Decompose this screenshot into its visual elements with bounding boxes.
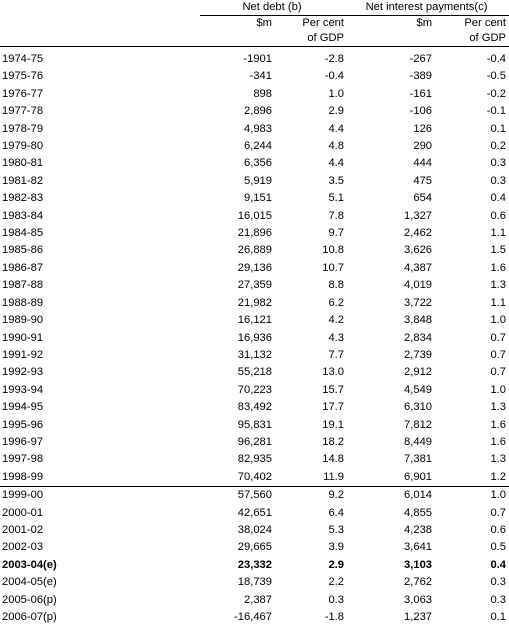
net-interest-pct-cell: 1.3 [490, 401, 507, 414]
year-cell: 2002-03 [2, 541, 44, 554]
table-row [0, 347, 509, 364]
year-cell: 1974-75 [2, 53, 44, 65]
net-interest-pct-cell: 0.2 [490, 140, 507, 153]
net-interest-m-cell: 2,462 [404, 227, 433, 240]
net-interest-m-cell: 290 [413, 140, 433, 153]
net-debt-m-cell: 27,359 [237, 279, 272, 292]
net-debt-m-cell: 6,244 [244, 140, 272, 153]
net-interest-m-cell: 3,063 [404, 593, 433, 606]
year-cell: 1996-97 [2, 435, 44, 448]
year-cell: 2005-06(p) [2, 593, 57, 606]
table-row [0, 469, 509, 487]
year-cell: 1988-89 [2, 296, 44, 309]
net-interest-pct-cell: 1.1 [490, 227, 507, 240]
net-interest-m-cell: 2,762 [404, 576, 433, 589]
header-unit-row-2 [0, 31, 509, 47]
net-debt-pct-cell: 2.9 [328, 558, 345, 571]
net-interest-pct-cell: 1.6 [490, 418, 507, 431]
col-header-int-pct-line1: Per cent [464, 17, 507, 29]
net-debt-m-cell: 898 [253, 87, 272, 100]
net-debt-pct-cell: 6.4 [328, 506, 345, 519]
net-interest-m-cell: 444 [413, 157, 433, 170]
net-interest-pct-cell: -0.5 [486, 70, 507, 83]
net-debt-pct-cell: 14.8 [322, 453, 345, 466]
table-row [0, 574, 509, 591]
year-cell: 1981-82 [2, 174, 44, 187]
net-interest-m-cell: -161 [409, 87, 433, 100]
net-interest-m-cell: 8,449 [404, 435, 433, 448]
net-debt-pct-cell: 18.2 [322, 435, 345, 448]
net-debt-pct-cell: 4.4 [328, 157, 345, 170]
table-row [0, 208, 509, 225]
table-row [0, 330, 509, 347]
year-cell: 1991-92 [2, 348, 44, 361]
year-cell: 2006-07(p) [2, 611, 57, 623]
net-debt-m-cell: 21,982 [237, 296, 272, 309]
net-debt-m-cell: 29,136 [237, 261, 272, 274]
net-interest-pct-cell: 0.7 [490, 348, 507, 361]
net-interest-pct-cell: 1.6 [490, 261, 507, 274]
net-interest-pct-cell: 1.0 [435, 487, 509, 505]
table-row [0, 592, 509, 609]
net-interest-m-cell: 2,912 [404, 366, 433, 379]
net-interest-m-cell: 2,834 [404, 331, 433, 344]
net-interest-m-cell: 6,014 [347, 487, 435, 505]
net-interest-m-cell: 3,641 [404, 541, 433, 554]
net-debt-m-cell: -1901 [243, 53, 272, 65]
year-cell: 1986-87 [2, 261, 44, 274]
net-interest-pct-cell: 1.3 [490, 453, 507, 466]
net-interest-m-cell: 126 [413, 122, 433, 135]
net-interest-pct-cell: 0.6 [490, 523, 507, 536]
net-interest-pct-cell: 1.5 [490, 244, 507, 257]
table-row [0, 434, 509, 451]
year-cell: 1997-98 [2, 453, 44, 466]
net-debt-m-cell: 95,831 [237, 418, 272, 431]
net-debt-header: Net debt (b) [200, 0, 347, 16]
table-row [0, 451, 509, 468]
net-interest-m-cell: 6,310 [404, 401, 433, 414]
table-row [0, 557, 509, 574]
table-row [0, 225, 509, 242]
net-debt-pct-cell: 0.3 [328, 593, 345, 606]
net-interest-m-cell: 2,739 [404, 348, 433, 361]
net-debt-pct-cell: 2.9 [328, 105, 345, 118]
table-row [0, 295, 509, 312]
year-cell: 1989-90 [2, 314, 44, 327]
net-debt-m-cell: 29,665 [237, 541, 272, 554]
net-debt-pct-cell: 1.0 [328, 87, 345, 100]
net-debt-m-cell: 38,024 [237, 523, 272, 536]
net-interest-m-cell: -106 [409, 105, 433, 118]
net-debt-m-cell: 42,651 [237, 506, 272, 519]
net-interest-pct-cell: 0.7 [490, 366, 507, 379]
year-cell: 2004-05(e) [2, 576, 57, 589]
year-cell: 1993-94 [2, 383, 44, 396]
col-header-debt-pct-line2: of GDP [275, 31, 347, 47]
net-interest-pct-cell: 0.3 [490, 593, 507, 606]
net-debt-pct-cell: 9.2 [275, 487, 347, 505]
net-debt-m-cell: 57,560 [200, 487, 275, 505]
net-debt-pct-cell: 4.8 [328, 140, 345, 153]
year-cell: 1985-86 [2, 244, 44, 257]
year-cell: 1994-95 [2, 401, 44, 414]
net-interest-pct-cell: 1.6 [490, 435, 507, 448]
net-interest-m-cell: 654 [413, 192, 433, 205]
net-interest-pct-cell: 0.1 [490, 122, 507, 135]
net-interest-pct-cell: -0.4 [486, 53, 507, 65]
year-cell: 1983-84 [2, 209, 44, 222]
col-header-debt-m: $m [256, 17, 272, 29]
table-row [0, 399, 509, 416]
table-row [0, 539, 509, 556]
net-debt-m-cell: 6,356 [244, 157, 272, 170]
net-debt-m-cell: 16,936 [237, 331, 272, 344]
year-cell: 1975-76 [2, 70, 44, 83]
header-unit-row [0, 16, 509, 32]
net-debt-m-cell: 2,387 [244, 593, 272, 606]
net-debt-m-cell: 16,015 [237, 209, 272, 222]
col-header-debt-pct-line1: Per cent [302, 17, 345, 29]
net-interest-m-cell: 475 [413, 174, 433, 187]
net-debt-m-cell: 82,935 [237, 453, 272, 466]
net-interest-m-cell: 3,848 [404, 314, 433, 327]
net-interest-m-cell: 4,549 [404, 383, 433, 396]
net-debt-pct-cell: 3.5 [328, 174, 345, 187]
net-interest-pct-cell: 0.4 [490, 558, 507, 571]
net-interest-m-cell: 3,626 [404, 244, 433, 257]
table-row [0, 138, 509, 155]
year-cell: 1984-85 [2, 227, 44, 240]
net-debt-pct-cell: -2.8 [324, 53, 345, 65]
year-cell: 1982-83 [2, 192, 44, 205]
year-cell: 1979-80 [2, 140, 44, 153]
net-interest-pct-cell: 1.0 [490, 383, 507, 396]
net-debt-m-cell: -341 [249, 70, 272, 83]
net-debt-pct-cell: 9.7 [328, 227, 345, 240]
net-debt-pct-cell: -0.4 [324, 70, 345, 83]
year-cell: 1977-78 [2, 105, 44, 118]
table-row [0, 86, 509, 103]
table-row [0, 522, 509, 539]
net-debt-pct-cell: 8.8 [328, 279, 345, 292]
net-debt-pct-cell: 15.7 [322, 383, 345, 396]
table-row [0, 68, 509, 85]
net-debt-pct-cell: 17.7 [322, 401, 345, 414]
net-interest-pct-cell: 0.6 [490, 209, 507, 222]
net-interest-pct-cell: 0.3 [490, 174, 507, 187]
table-row [0, 103, 509, 120]
table-row [0, 260, 509, 277]
table-row [0, 487, 509, 505]
net-interest-m-cell: 7,381 [404, 453, 433, 466]
net-interest-m-cell: 7,812 [404, 418, 433, 431]
net-interest-pct-cell: 1.2 [490, 470, 507, 483]
net-debt-m-cell: 96,281 [237, 435, 272, 448]
net-interest-m-cell: 4,855 [404, 506, 433, 519]
net-interest-pct-cell: 0.4 [490, 192, 507, 205]
net-debt-m-cell: 55,218 [237, 366, 272, 379]
year-cell: 1978-79 [2, 122, 44, 135]
net-debt-pct-cell: 19.1 [322, 418, 345, 431]
net-debt-m-cell: 31,132 [237, 348, 272, 361]
table-row [0, 364, 509, 381]
table-row [0, 382, 509, 399]
net-debt-m-cell: -16,467 [234, 611, 272, 623]
net-interest-pct-cell: 0.3 [490, 157, 507, 170]
net-debt-pct-cell: 4.4 [328, 122, 345, 135]
net-debt-pct-cell: 4.2 [328, 314, 345, 327]
year-cell: 1987-88 [2, 279, 44, 292]
net-debt-pct-cell: 11.9 [323, 470, 345, 483]
net-interest-m-cell: 1,237 [404, 611, 433, 623]
net-interest-pct-cell: 1.0 [490, 314, 507, 327]
net-interest-m-cell: -267 [409, 53, 433, 65]
table-row [0, 242, 509, 259]
table-row [0, 173, 509, 190]
table-row [0, 609, 509, 626]
year-cell: 2000-01 [2, 506, 44, 519]
net-interest-pct-cell: 0.1 [490, 611, 507, 623]
net-interest-m-cell: 4,019 [404, 279, 433, 292]
net-debt-pct-cell: 13.0 [322, 366, 345, 379]
net-debt-pct-cell: 5.1 [328, 192, 345, 205]
year-cell: 1998-99 [2, 470, 44, 483]
year-cell: 2001-02 [2, 523, 44, 536]
header-group-row [0, 0, 509, 16]
table-row [0, 190, 509, 207]
year-cell: 1976-77 [2, 87, 44, 100]
net-debt-pct-cell: 10.8 [322, 244, 345, 257]
net-debt-m-cell: 23,332 [237, 558, 272, 571]
col-header-int-m: $m [416, 17, 433, 29]
net-debt-m-cell: 16,121 [237, 314, 272, 327]
net-debt-pct-cell: 5.3 [328, 523, 345, 536]
year-cell: 1999-00 [0, 487, 200, 505]
net-interest-pct-cell: 1.1 [490, 296, 507, 309]
col-header-int-pct-line2: of GDP [435, 31, 509, 47]
table-row [0, 51, 509, 68]
net-debt-pct-cell: 4.3 [328, 331, 345, 344]
table-row [0, 121, 509, 138]
net-debt-m-cell: 70,223 [237, 383, 272, 396]
estimate-rows [0, 487, 509, 626]
net-interest-pct-cell: 0.7 [490, 506, 507, 519]
net-interest-m-cell: 4,238 [404, 523, 433, 536]
net-interest-m-cell: 6,901 [404, 470, 433, 483]
net-interest-pct-cell: 1.3 [490, 279, 507, 292]
net-interest-m-cell: 3,103 [404, 558, 433, 571]
historical-rows [0, 51, 509, 487]
net-interest-pct-cell: 0.3 [490, 576, 507, 589]
net-interest-m-cell: -389 [409, 70, 433, 83]
net-interest-pct-cell: 0.7 [490, 331, 507, 344]
table-row [0, 312, 509, 329]
table-row [0, 417, 509, 434]
year-cell: 1995-96 [2, 418, 44, 431]
net-debt-pct-cell: 7.8 [328, 209, 345, 222]
net-debt-pct-cell: 3.9 [328, 541, 345, 554]
net-interest-pct-cell: -0.2 [486, 87, 507, 100]
net-interest-pct-cell: 0.5 [490, 541, 507, 554]
net-debt-m-cell: 9,151 [244, 192, 272, 205]
year-cell: 2003-04(e) [2, 558, 57, 571]
net-interest-pct-cell: -0.1 [486, 105, 507, 118]
net-debt-m-cell: 21,896 [237, 227, 272, 240]
net-debt-pct-cell: -1.8 [324, 611, 345, 623]
year-cell: 1992-93 [2, 366, 44, 379]
year-cell: 1990-91 [2, 331, 44, 344]
net-debt-pct-cell: 2.2 [328, 576, 345, 589]
table-row [0, 505, 509, 522]
net-debt-pct-cell: 7.7 [328, 348, 345, 361]
net-interest-header: Net interest payments(c) [347, 0, 509, 16]
net-debt-m-cell: 83,492 [237, 401, 272, 414]
net-debt-m-cell: 70,402 [237, 470, 272, 483]
net-debt-m-cell: 4,983 [244, 122, 272, 135]
net-interest-m-cell: 4,387 [404, 261, 433, 274]
net-interest-m-cell: 1,327 [404, 209, 433, 222]
net-debt-m-cell: 18,739 [237, 576, 272, 589]
table-row [0, 277, 509, 294]
net-debt-pct-cell: 10.7 [322, 261, 345, 274]
net-debt-pct-cell: 6.2 [328, 296, 345, 309]
table-row [0, 155, 509, 172]
year-cell: 1980-81 [2, 157, 44, 170]
net-interest-m-cell: 3,722 [404, 296, 433, 309]
net-debt-m-cell: 5,919 [244, 174, 272, 187]
net-debt-m-cell: 2,896 [244, 105, 272, 118]
net-debt-m-cell: 26,889 [237, 244, 272, 257]
